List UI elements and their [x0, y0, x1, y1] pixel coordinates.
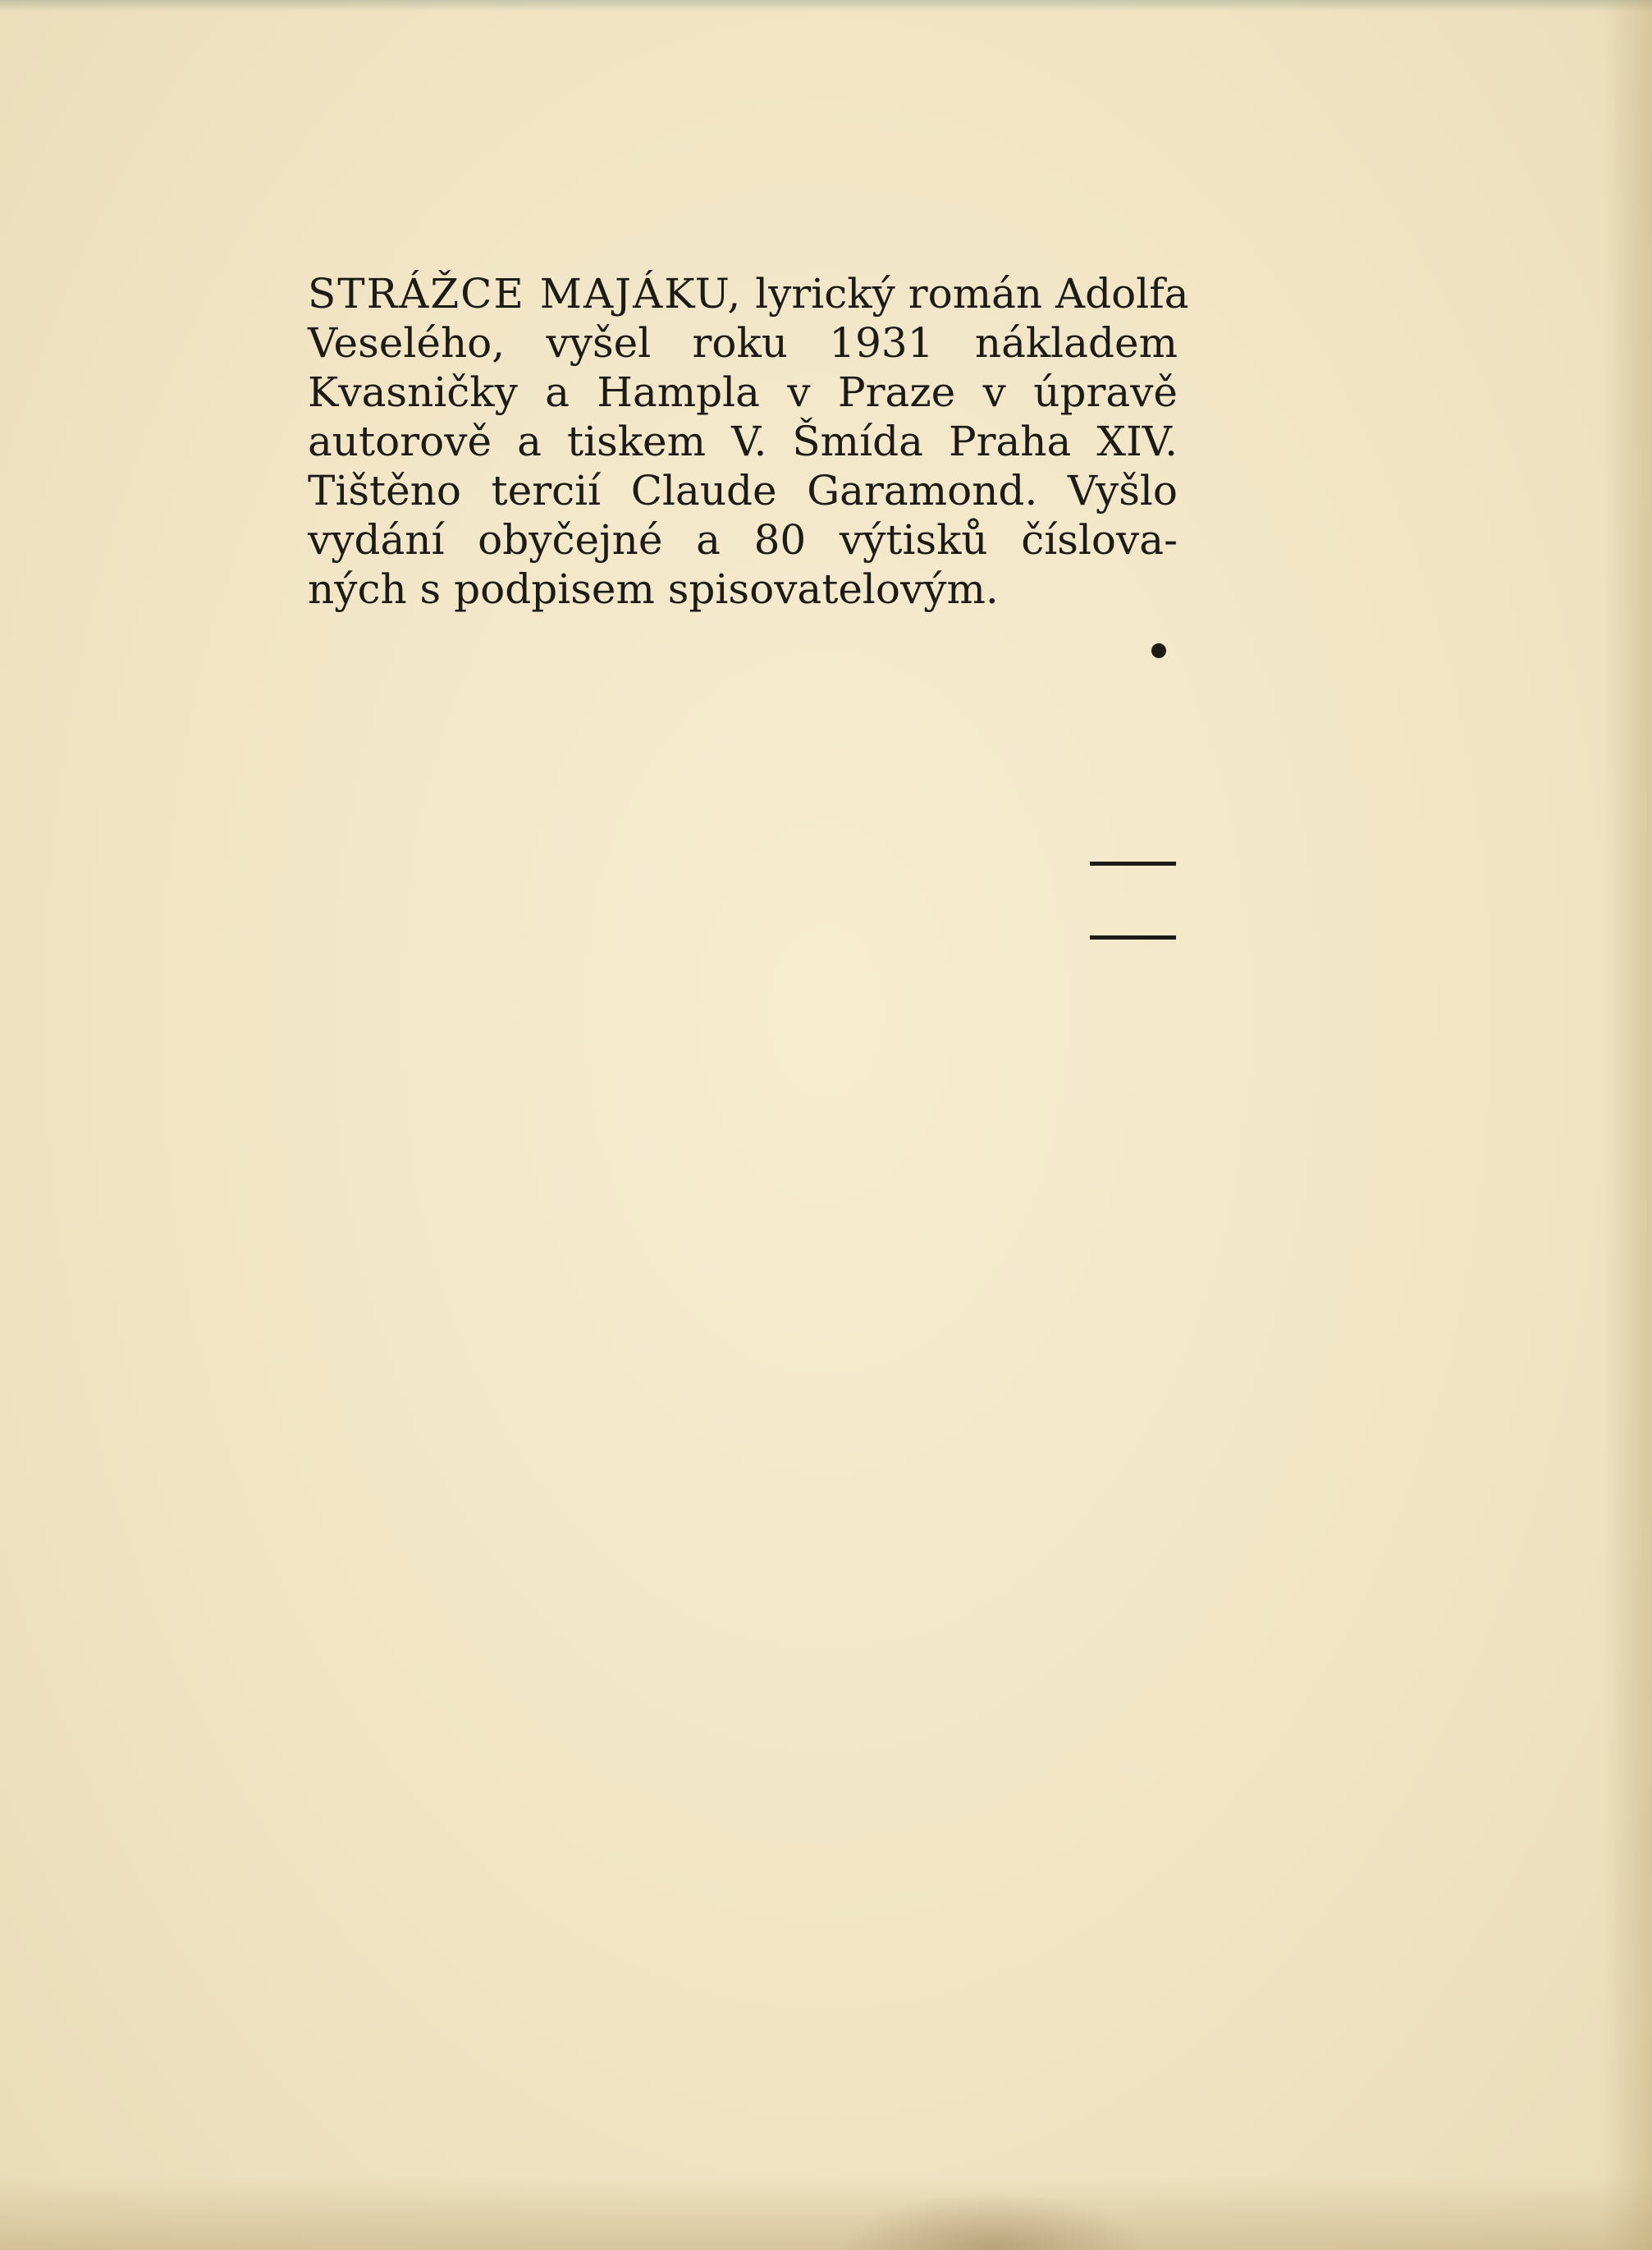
colophon-line-1-text: lyrický román Adolfa [755, 270, 1189, 318]
bullet-ornament [1151, 643, 1166, 658]
colophon-text [308, 269, 1189, 614]
ornament-rule-top [1090, 862, 1176, 866]
ornament-rule-bottom [1090, 935, 1176, 940]
page-edge-top [0, 0, 1652, 11]
page-edge-right [1603, 0, 1652, 2250]
colophon-line-7: ných s podpisem spisovatelovým. [308, 565, 999, 613]
colophon-line-2: Veselého, vyšel roku 1931 nákladem [308, 319, 1178, 367]
page-edge-bottom [0, 2176, 1652, 2250]
colophon-line-5: Tištěno tercií Claude Garamond. Vyšlo [308, 467, 1178, 514]
book-title: STRÁŽCE MAJÁKU, [308, 270, 743, 318]
colophon-line-4: autorově a tiskem V. Šmída Praha XIV. [308, 418, 1178, 465]
colophon-line-6: vydání obyčejné a 80 výtisků číslova- [308, 516, 1178, 564]
paper-stain [837, 2193, 1149, 2250]
colophon-line-1 [308, 269, 1189, 318]
colophon-line-3: Kvasničky a Hampla v Praze v úpravě [308, 368, 1178, 416]
